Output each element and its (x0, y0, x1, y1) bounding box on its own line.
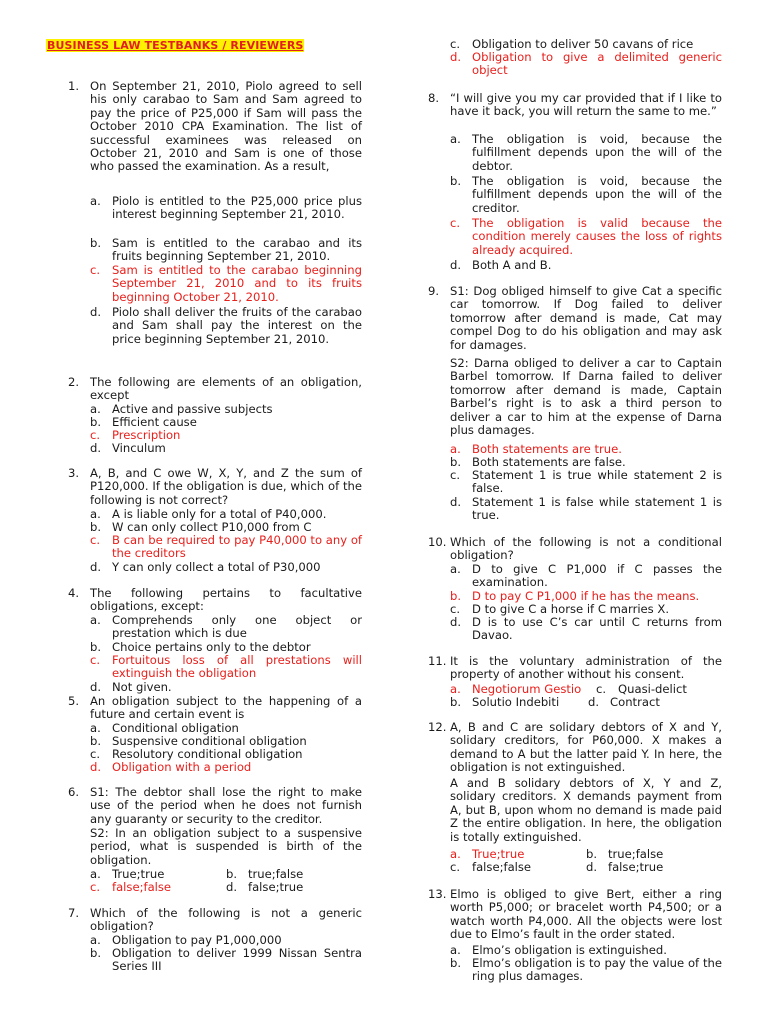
question-text: S1: The debtor shall lose the right to make use of the period when he does not furnish any guaranty or security to the creditor. (90, 785, 362, 826)
options-row-1: a. True;true b. true;false (450, 847, 664, 861)
options-row-2: c. false;false d. false;true (450, 860, 664, 874)
question-text: S1: Dog obliged himself to give Cat a specific car tomorrow. If Dog failed to deliver tomorrow after demand is made, Cat may compel Dog to do his obligation and may ask for damages. (450, 284, 722, 352)
question-text: The following pertains to facultative obligations, except: (90, 586, 362, 614)
question-number: 1. (68, 79, 80, 93)
question-text: It is the voluntary administration of the property of another without his consent. (450, 654, 722, 682)
question-text: A, B and C are solidary debtors of X and Y, solidary creditors, for P60,000. X makes a demand to A but the latter paid Y. In here, the obligation is not extinguished. (450, 720, 722, 775)
question-text: Which of the following is not a conditional obligation? (450, 535, 722, 563)
question-text: A, B, and C owe W, X, Y, and Z the sum of P120,000. If the obligation is due, which of the following is not correct? (90, 466, 362, 507)
question-text: Elmo is obliged to give Bert, either a ring worth P5,000; or bracelet worth P4,500; or a watch worth P4,000. All the objects were lost due to Elmo’s fault in the order stated. (450, 887, 722, 942)
question-text: The following are elements of an obligation, except (90, 375, 362, 403)
options-row-2: c. false;false d. false;true (90, 880, 304, 894)
question-text-2: A and B solidary debtors of X, Y and Z, solidary creditors. X demands payment from A, but B, upon whom no demand is made paid Z the entire obligation. In here, the obligation is totally extinguished. (450, 776, 722, 844)
question-text: Which of the following is not a generic obligation? (90, 906, 362, 934)
question-text: On September 21, 2010, Piolo agreed to sell his only carabao to Sam and Sam agreed to pay the price of P25,000 if Sam will pass the October 2010 CPA Examination. The list of successful examinees was released on October 21, 2010 and Sam is one of those who passed the examination. As a result, (90, 79, 362, 174)
options-row-2: b. Solutio Indebiti d. Contract (450, 695, 660, 709)
question-text-2: S2: In an obligation subject to a suspensive period, what is suspended is birth of the obligation. (90, 826, 362, 867)
document-title: BUSINESS LAW TESTBANKS / REVIEWERS (47, 39, 304, 52)
question-text-2: S2: Darna obliged to deliver a car to Captain Barbel tomorrow. If Darna failed to deliver tomorrow after demand is made, Captain Barbel’s right is to ask a third person to deliver a car to him at the expense of Darna plus damages. (450, 356, 722, 438)
question-text: “I will give you my car provided that if I like to have it back, you will return the same to me.” (450, 91, 722, 119)
options-row-1: a. Negotiorum Gestio c. Quasi-delict (450, 682, 687, 696)
question-text: An obligation subject to the happening of a future and certain event is (90, 694, 362, 722)
options-row-1: a. True;true b. true;false (90, 867, 304, 881)
